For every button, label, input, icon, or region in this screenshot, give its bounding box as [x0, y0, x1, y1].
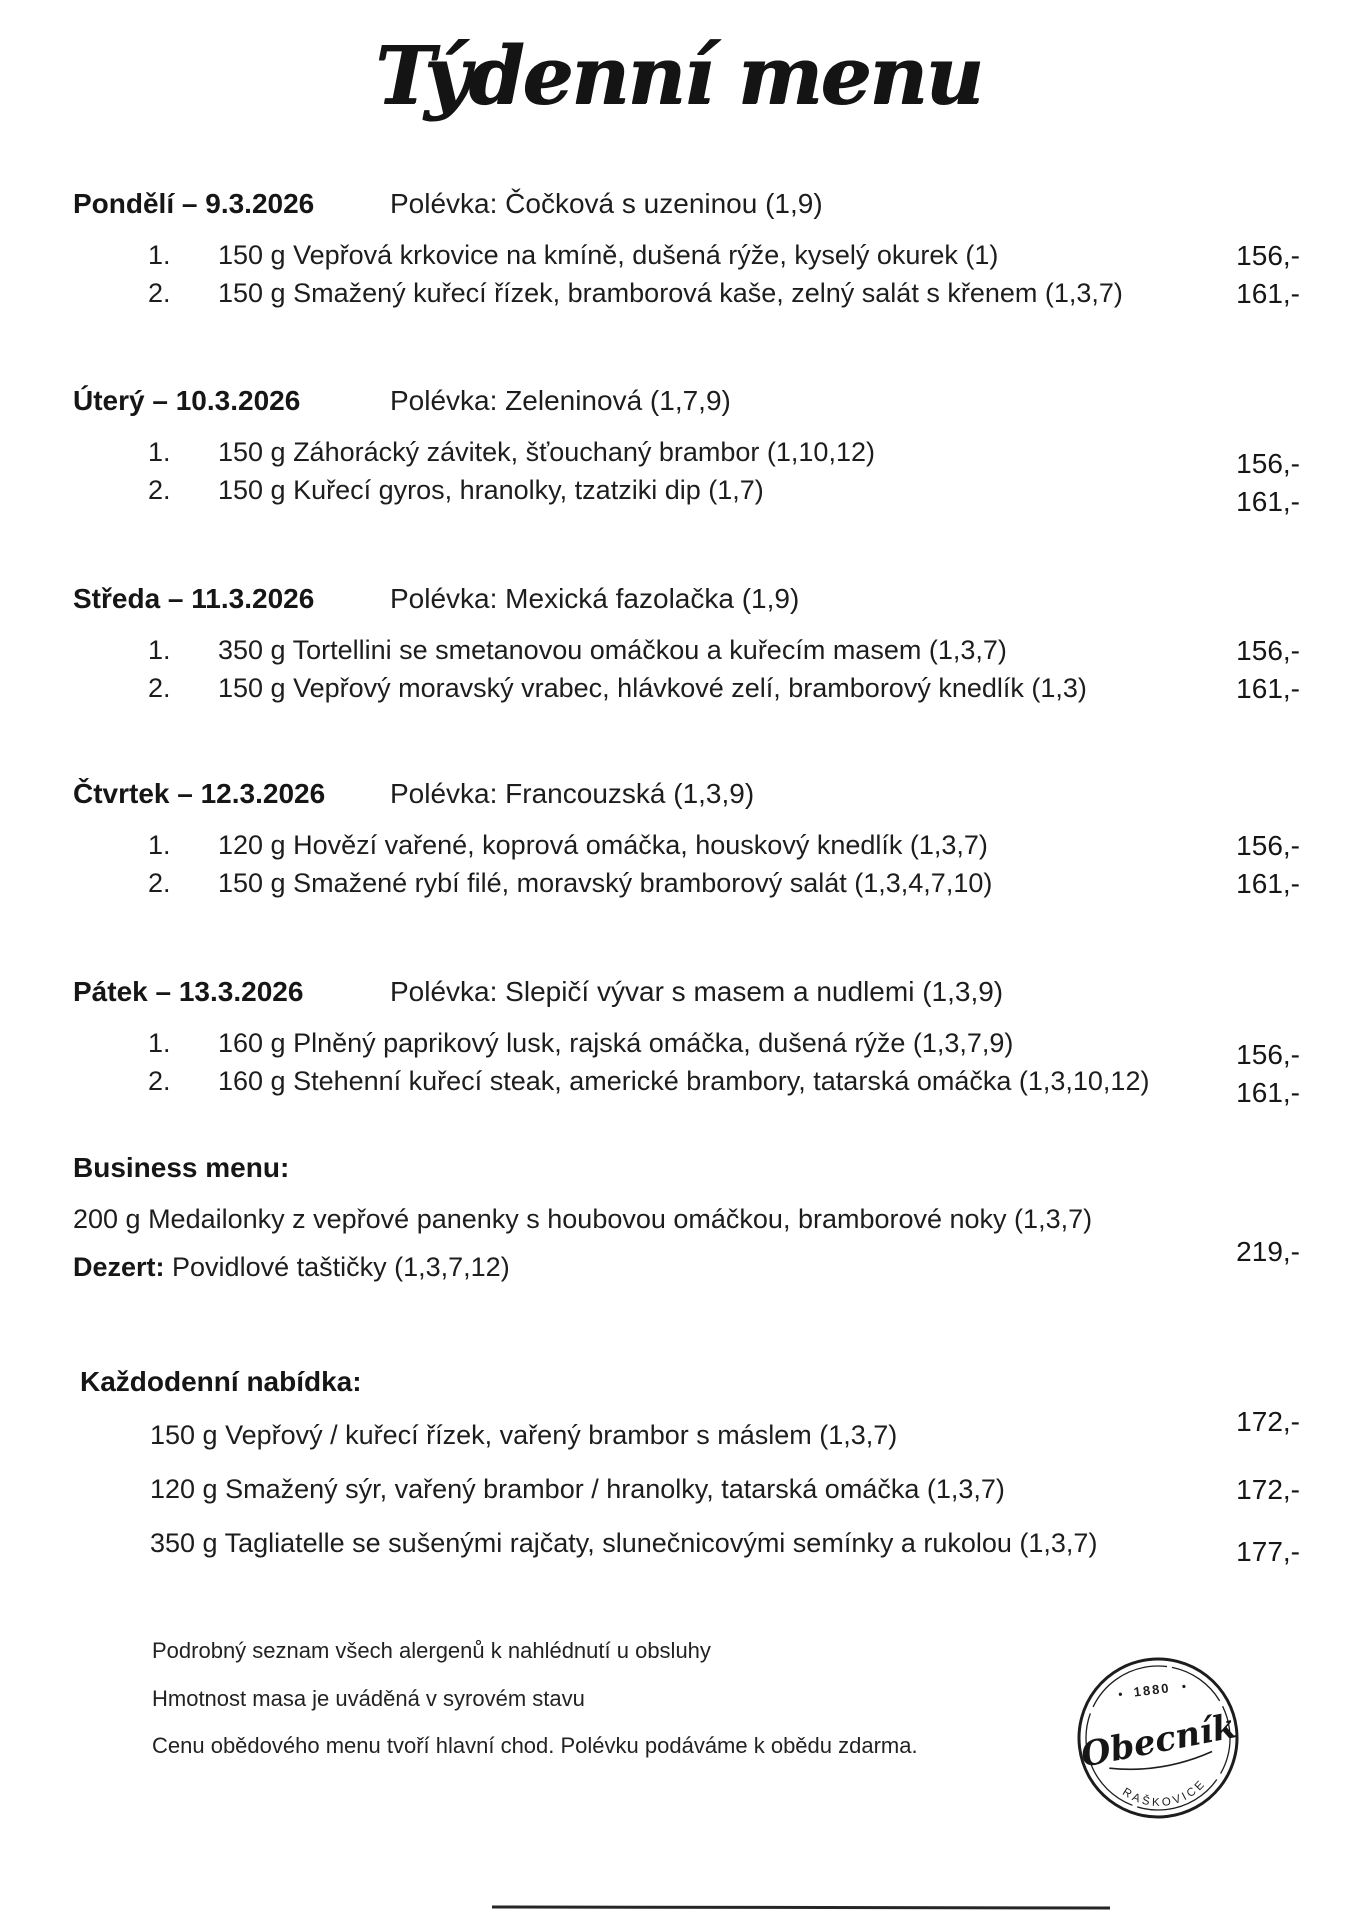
logo-year: 1880 [1132, 1680, 1172, 1700]
logo-name: Obecník [1077, 1706, 1240, 1776]
logo-dot-icon [1119, 1692, 1123, 1696]
menu-item [0, 1528, 1357, 1566]
soup-label: Polévka: Čočková s uzeninou (1,9) [390, 188, 823, 219]
item-text: 350 g Tagliatelle se sušenými rajčaty, slunečnicovými semínky a rukolou (1,3,7) [150, 1528, 1098, 1558]
day-section-friday [0, 976, 1357, 1126]
item-price: 161,- [1236, 278, 1300, 309]
menu-item [0, 1406, 1357, 1458]
everyday-offer-section [0, 1366, 1357, 1586]
menu-item [0, 635, 1357, 673]
soup-label: Polévka: Slepičí vývar s masem a nudlemi (1,3,9) [390, 976, 1004, 1007]
item-text: 150 g Smažené rybí filé, moravský bramborový salát (1,3,4,7,10) [218, 868, 993, 898]
soup-label: Polévka: Francouzská (1,3,9) [390, 778, 755, 809]
item-price: 156,- [1236, 1039, 1300, 1070]
dessert-label: Dezert: [73, 1252, 165, 1282]
item-text: 150 g Vepřová krkovice na kmíně, dušená rýže, kyselý okurek (1) [218, 240, 999, 270]
dessert-text: Povidlové taštičky (1,3,7,12) [164, 1252, 510, 1282]
day-section-monday [0, 188, 1357, 338]
item-text: 160 g Plněný paprikový lusk, rajská omáčka, dušená rýže (1,3,7,9) [218, 1028, 1014, 1058]
day-header-row [0, 583, 1357, 623]
item-number: 1. [148, 240, 171, 270]
item-number: 2. [148, 278, 171, 308]
item-price: 161,- [1236, 673, 1300, 704]
menu-item [0, 868, 1357, 906]
item-text: 120 g Smažený sýr, vařený brambor / hranolky, tatarská omáčka (1,3,7) [150, 1474, 1005, 1504]
item-price: 156,- [1236, 635, 1300, 666]
menu-item [0, 830, 1357, 868]
item-number: 2. [148, 1066, 171, 1096]
item-number: 1. [148, 635, 171, 665]
item-price: 172,- [1236, 1406, 1300, 1437]
day-section-thursday [0, 778, 1357, 928]
item-text: 150 g Smažený kuřecí řízek, bramborová kaše, zelný salát s křenem (1,3,7) [218, 278, 1123, 308]
day-name-date: Čtvrtek – 12.3.2026 [73, 778, 326, 809]
item-text: 120 g Hovězí vařené, koprová omáčka, houskový knedlík (1,3,7) [218, 830, 988, 860]
day-section-wednesday [0, 583, 1357, 733]
item-text: 150 g Kuřecí gyros, hranolky, tzatziki dip (1,7) [218, 475, 764, 505]
item-price: 161,- [1236, 486, 1300, 517]
item-price: 161,- [1236, 1077, 1300, 1108]
day-name-date: Středa – 11.3.2026 [73, 583, 315, 614]
note-line: Hmotnost masa je uváděná v syrovém stavu [152, 1686, 585, 1711]
scan-artifact-line [492, 1905, 1110, 1909]
item-text: 150 g Vepřový moravský vrabec, hlávkové zelí, bramborový knedlík (1,3) [218, 673, 1087, 703]
menu-item [0, 1066, 1357, 1108]
item-text: 350 g Tortellini se smetanovou omáčkou a kuřecím masem (1,3,7) [218, 635, 1007, 665]
business-menu-item: 200 g Medailonky z vepřové panenky s houbovou omáčkou, bramborové noky (1,3,7) [73, 1204, 1093, 1234]
item-price: 156,- [1236, 448, 1300, 479]
business-menu-header: Business menu: [73, 1152, 290, 1183]
menu-item [0, 240, 1357, 278]
logo-town-text [1119, 1776, 1211, 1814]
item-number: 1. [148, 437, 171, 467]
day-header-row [0, 778, 1357, 818]
note-line: Podrobný seznam všech alergenů k nahlédnutí u obsluhy [152, 1638, 711, 1663]
day-name-date: Pátek – 13.3.2026 [73, 976, 304, 1007]
item-number: 2. [148, 673, 171, 703]
day-section-tuesday [0, 385, 1357, 535]
item-price: 161,- [1236, 868, 1300, 899]
item-text: 150 g Záhorácký závitek, šťouchaný brambor (1,10,12) [218, 437, 875, 467]
business-menu-section [0, 1152, 1357, 1312]
item-text: 160 g Stehenní kuřecí steak, americké brambory, tatarská omáčka (1,3,10,12) [218, 1066, 1150, 1096]
item-price: 172,- [1236, 1474, 1300, 1505]
menu-item [0, 673, 1357, 711]
everyday-offer-header: Každodenní nabídka: [80, 1366, 362, 1397]
day-header-row [0, 188, 1357, 228]
menu-item [0, 437, 1357, 479]
menu-item [0, 1474, 1357, 1512]
day-header-row [0, 976, 1357, 1016]
note-line: Cenu obědového menu tvoří hlavní chod. Polévku podáváme k obědu zdarma. [152, 1733, 918, 1758]
restaurant-logo-stamp [1062, 1642, 1254, 1834]
soup-label: Polévka: Zeleninová (1,7,9) [390, 385, 731, 416]
day-header-row [0, 385, 1357, 425]
dessert-line [73, 1252, 510, 1283]
business-menu-price: 219,- [1236, 1236, 1300, 1267]
item-number: 2. [148, 868, 171, 898]
logo-dot-icon [1182, 1685, 1186, 1689]
soup-label: Polévka: Mexická fazolačka (1,9) [390, 583, 800, 614]
item-number: 1. [148, 1028, 171, 1058]
item-number: 2. [148, 475, 171, 505]
menu-item [0, 1028, 1357, 1070]
menu-item [0, 278, 1357, 316]
item-price: 156,- [1236, 830, 1300, 861]
item-text: 150 g Vepřový / kuřecí řízek, vařený brambor s máslem (1,3,7) [150, 1420, 898, 1450]
logo-town: RAŠKOVICE [1120, 1777, 1209, 1810]
menu-item [0, 475, 1357, 517]
day-name-date: Úterý – 10.3.2026 [73, 385, 301, 416]
menu-title: Týdenní menu [375, 28, 982, 122]
day-name-date: Pondělí – 9.3.2026 [73, 188, 315, 219]
item-price: 177,- [1236, 1536, 1300, 1567]
item-number: 1. [148, 830, 171, 860]
item-price: 156,- [1236, 240, 1300, 271]
